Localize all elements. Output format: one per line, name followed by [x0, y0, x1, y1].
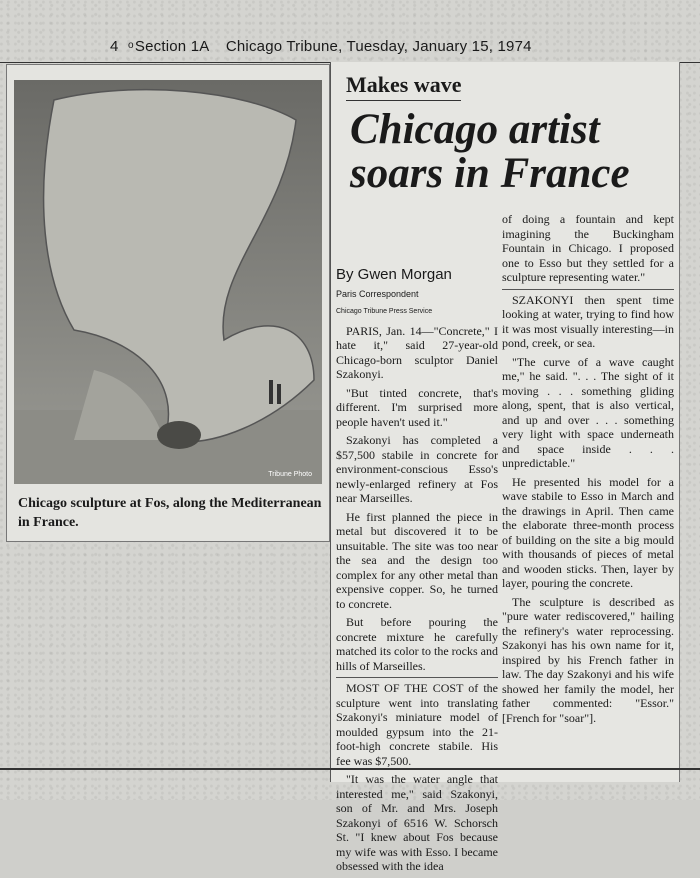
byline: By Gwen Morgan: [336, 266, 452, 283]
page-hole-mark: o: [128, 40, 134, 51]
article-column-2: [502, 212, 674, 729]
photo-credit: Tribune Photo: [268, 471, 312, 478]
main-headline: Chicago artist soars in France: [350, 106, 630, 197]
paragraph: He presented his model for a wave stabile to Esso in March and the drawings in April. Then came the elaborate three-month process of building on the site a big mould with thousands of pieces of metal and wooden sticks. Then, layer by layer, pouring the concrete.: [502, 474, 674, 590]
page-number: 4: [110, 38, 119, 55]
page-bottom-rule: [0, 768, 700, 770]
article-column-1: [336, 268, 498, 878]
publication-dateline: Chicago Tribune, Tuesday, January 15, 1974: [225, 38, 532, 55]
paragraph: "It was the water angle that interested me," said Szakonyi, son of Mr. and Mrs. Joseph Szakonyi of 6516 W. Schorsch St. "I knew about Fos because my wife was with Esso. I became obsessed with the idea: [336, 772, 498, 873]
column-divider: [336, 677, 498, 678]
paragraph: Szakonyi has completed a $57,500 stabile in concrete for environment-conscious Esso's newly-enlarged refinery at Fos near Marseilles.: [336, 433, 498, 505]
byline-role: Paris Correspondent: [336, 288, 419, 299]
paragraph: "The curve of a wave caught me," he said. ". . . The sight of it moving . . . something gliding along, spent, that is also vertical, and up and over . . . something very light with space underneath and space inside . . . unpredictable.": [502, 354, 674, 470]
paragraph: PARIS, Jan. 14—"Concrete," I hate it," said 27-year-old Chicago-born sculptor Daniel Szakonyi.: [336, 323, 498, 381]
paragraph: of doing a fountain and kept imagining the Buckingham Fountain in Chicago. I proposed one to Esso but they settled for a sculpture representing water.": [502, 212, 674, 284]
photo-caption: Chicago sculpture at Fos, along the Mediterranean in France.: [18, 496, 322, 530]
section-label: Section 1A: [134, 38, 210, 55]
paragraph: SZAKONYI then spent time looking at water, trying to find how it was most visually interesting—in pond, creek, or sea.: [502, 292, 674, 350]
column-divider: [502, 289, 674, 290]
figure-person-2: [277, 384, 281, 404]
sculpture-photo: [14, 80, 322, 484]
page-header: [110, 38, 544, 55]
sculpture-arch: [157, 421, 201, 449]
sculpture-image: [14, 80, 322, 484]
paragraph: "But tinted concrete, that's different. I'm surprised more people haven't used it.": [336, 385, 498, 429]
press-service: Chicago Tribune Press Service: [336, 308, 433, 315]
figure-person-1: [269, 380, 273, 404]
paragraph: But before pouring the concrete mixture he carefully matched its color to the rocks and hills of Marseilles.: [336, 615, 498, 673]
paragraph: MOST OF THE COST of the sculpture went into translating Szakonyi's miniature model of moulded gypsum into the 21-foot-high concrete stabile. His fee was $7,500.: [336, 681, 498, 768]
kicker-headline: Makes wave: [346, 72, 461, 101]
paragraph: He first planned the piece in metal but discovered it to be unsuitable. The site was too near the sea and the design too complex for any other metal than expensive copper. So, he turned to concrete.: [336, 509, 498, 611]
paragraph: The sculpture is described as "pure water rediscovered," hailing the refinery's water reprocessing. Szakonyi has his own name for it, inspired by his French father in law. The day Szakonyi and his wife showed her family the model, her father commented: "Essor." [French for "soar"].: [502, 594, 674, 725]
